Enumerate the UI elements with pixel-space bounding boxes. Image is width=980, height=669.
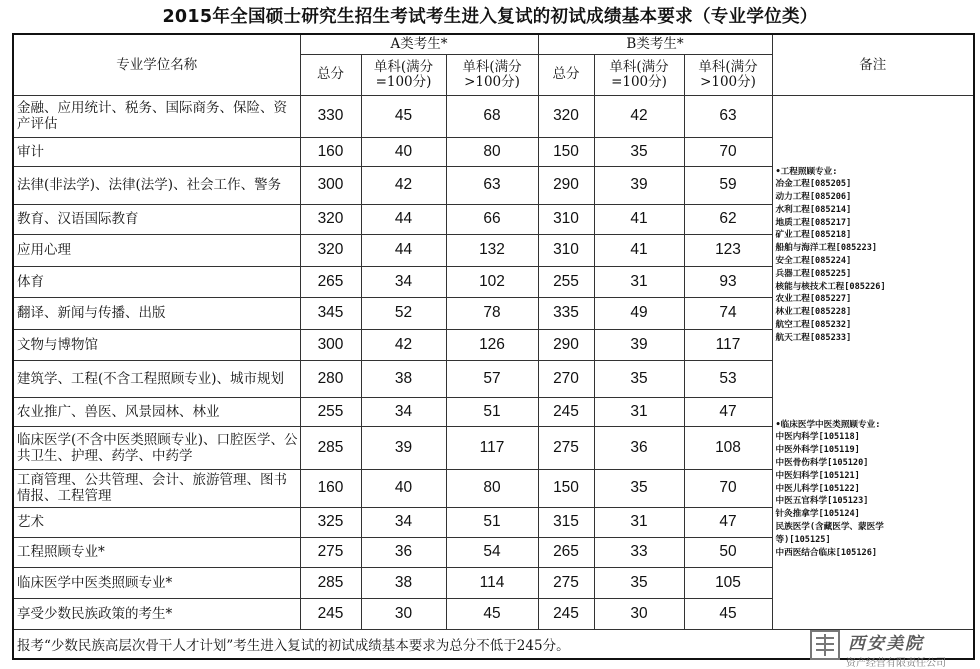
notes-item: 地质工程[085217]	[775, 217, 852, 228]
a-single-gt100-cell: 117	[446, 426, 538, 469]
major-name-cell: 审计	[13, 137, 300, 166]
a-total-cell: 285	[300, 426, 361, 469]
score-table	[12, 33, 975, 660]
a-single-100-cell: 30	[361, 598, 446, 629]
notes-item: 农业工程[085227]	[775, 294, 852, 305]
notes-engineering-group	[776, 166, 974, 345]
notes-item: 矿业工程[085218]	[775, 230, 852, 241]
b-single-gt100-cell: 123	[684, 234, 772, 266]
b-single-gt100-cell: 63	[684, 95, 772, 137]
a-single-100-cell: 34	[361, 266, 446, 297]
a-single-100-cell: 45	[361, 95, 446, 137]
major-name-cell: 临床医学中医类照顾专业*	[13, 567, 300, 598]
watermark-name: 西安美院	[848, 634, 924, 654]
b-total-cell: 255	[538, 266, 594, 297]
b-total-cell: 275	[538, 567, 594, 598]
b-total-cell: 265	[538, 537, 594, 567]
a-single-100-cell: 42	[361, 329, 446, 360]
b-single-gt100-cell: 70	[684, 137, 772, 166]
b-single-100-cell: 41	[594, 204, 684, 234]
a-single-gt100-cell: 63	[446, 166, 538, 204]
a-single-gt100-cell: 57	[446, 360, 538, 397]
b-total-cell: 150	[538, 137, 594, 166]
a-total-cell: 275	[300, 537, 361, 567]
page-title: 2015年全国硕士研究生招生考试考生进入复试的初试成绩基本要求（专业学位类）	[162, 7, 818, 27]
b-single-100-cell: 39	[594, 166, 684, 204]
notes-item: 民族医学(含藏医学、蒙医学	[775, 522, 884, 533]
notes-item: 林业工程[085228]	[775, 307, 852, 318]
b-total-cell: 270	[538, 360, 594, 397]
notes-item: 中医妇科学[105121]	[775, 470, 860, 481]
major-name-cell: 工商管理、公共管理、会计、旅游管理、图书情报、工程管理	[13, 469, 300, 507]
b-single-100-cell: 36	[594, 426, 684, 469]
b-single-100-cell: 35	[594, 567, 684, 598]
a-total-cell: 265	[300, 266, 361, 297]
notes-item: 安全工程[085224]	[775, 256, 852, 267]
b-single-gt100-cell: 70	[684, 469, 772, 507]
major-name-cell: 艺术	[13, 507, 300, 537]
a-single-100-cell: 34	[361, 397, 446, 426]
b-single-gt100-cell: 53	[684, 360, 772, 397]
watermark-logo-icon	[810, 630, 840, 660]
a-total-cell: 160	[300, 469, 361, 507]
header-major-name: 专业学位名称	[13, 34, 300, 95]
b-total-cell: 245	[538, 397, 594, 426]
major-name-cell: 文物与博物馆	[13, 329, 300, 360]
major-name-cell: 临床医学(不含中医类照顾专业)、口腔医学、公共卫生、护理、药学、中药学	[13, 426, 300, 469]
a-single-gt100-cell: 68	[446, 95, 538, 137]
major-name-cell: 享受少数民族政策的考生*	[13, 598, 300, 629]
b-total-cell: 245	[538, 598, 594, 629]
notes-item: 中医内科学[105118]	[775, 432, 860, 443]
notes-item: 中医儿科学[105122]	[775, 483, 860, 494]
major-name-cell: 体育	[13, 266, 300, 297]
b-total-cell: 290	[538, 329, 594, 360]
a-total-cell: 300	[300, 166, 361, 204]
a-single-gt100-cell: 132	[446, 234, 538, 266]
b-single-100-cell: 49	[594, 297, 684, 329]
a-single-100-cell: 34	[361, 507, 446, 537]
b-single-gt100-cell: 47	[684, 507, 772, 537]
a-single-gt100-cell: 45	[446, 598, 538, 629]
b-total-cell: 335	[538, 297, 594, 329]
a-single-100-cell: 52	[361, 297, 446, 329]
b-single-gt100-cell: 59	[684, 166, 772, 204]
b-total-cell: 150	[538, 469, 594, 507]
b-single-100-cell: 31	[594, 507, 684, 537]
header-group-b: B类考生*	[538, 34, 772, 54]
a-single-100-cell: 44	[361, 234, 446, 266]
a-single-gt100-cell: 54	[446, 537, 538, 567]
notes-item: 船舶与海洋工程[085223]	[775, 243, 878, 254]
a-single-gt100-cell: 126	[446, 329, 538, 360]
a-single-gt100-cell: 114	[446, 567, 538, 598]
b-total-cell: 320	[538, 95, 594, 137]
a-total-cell: 160	[300, 137, 361, 166]
a-single-100-cell: 40	[361, 469, 446, 507]
header-b-total: 总分	[538, 54, 594, 95]
a-total-cell: 320	[300, 204, 361, 234]
footer-note: 报考“少数民族高层次骨干人才计划”考生进入复试的初试成绩基本要求为总分不低于245分。	[13, 629, 974, 659]
major-name-cell: 翻译、新闻与传播、出版	[13, 297, 300, 329]
a-total-cell: 320	[300, 234, 361, 266]
header-group-a: A类考生*	[300, 34, 538, 54]
notes-item: 等)[105125]	[775, 534, 831, 545]
notes-item: 核能与核技术工程[085226]	[775, 281, 886, 292]
b-single-100-cell: 35	[594, 360, 684, 397]
b-single-gt100-cell: 93	[684, 266, 772, 297]
notes-item: 冶金工程[085205]	[775, 179, 852, 190]
b-single-100-cell: 35	[594, 469, 684, 507]
a-single-gt100-cell: 51	[446, 507, 538, 537]
b-total-cell: 275	[538, 426, 594, 469]
a-single-gt100-cell: 80	[446, 469, 538, 507]
a-total-cell: 255	[300, 397, 361, 426]
notes-item: 中医五官科学[105123]	[775, 496, 869, 507]
major-name-cell: 工程照顾专业*	[13, 537, 300, 567]
b-single-gt100-cell: 117	[684, 329, 772, 360]
b-single-100-cell: 39	[594, 329, 684, 360]
b-single-gt100-cell: 74	[684, 297, 772, 329]
b-total-cell: 310	[538, 234, 594, 266]
table-row	[13, 95, 974, 137]
b-single-100-cell: 31	[594, 266, 684, 297]
watermark	[806, 628, 978, 668]
notes-engineering-title: •工程照顾专业:	[775, 166, 838, 177]
b-single-100-cell: 33	[594, 537, 684, 567]
header-a-single-gt100: 单科(满分>100分)	[446, 54, 538, 95]
b-single-100-cell: 42	[594, 95, 684, 137]
header-notes: 备注	[772, 34, 974, 95]
b-total-cell: 310	[538, 204, 594, 234]
notes-item: 中西医结合临床[105126]	[775, 547, 878, 558]
major-name-cell: 建筑学、工程(不含工程照顾专业)、城市规划	[13, 360, 300, 397]
a-total-cell: 285	[300, 567, 361, 598]
b-single-100-cell: 35	[594, 137, 684, 166]
b-single-gt100-cell: 45	[684, 598, 772, 629]
b-single-100-cell: 31	[594, 397, 684, 426]
notes-item: 航天工程[085233]	[775, 332, 852, 343]
header-a-total: 总分	[300, 54, 361, 95]
header-b-single-gt100: 单科(满分>100分)	[684, 54, 772, 95]
a-single-100-cell: 38	[361, 360, 446, 397]
a-single-100-cell: 39	[361, 426, 446, 469]
b-single-100-cell: 41	[594, 234, 684, 266]
b-single-gt100-cell: 62	[684, 204, 772, 234]
a-single-100-cell: 36	[361, 537, 446, 567]
major-name-cell: 应用心理	[13, 234, 300, 266]
a-single-gt100-cell: 80	[446, 137, 538, 166]
major-name-cell: 农业推广、兽医、风景园林、林业	[13, 397, 300, 426]
watermark-sub: 资产经营有限责任公司	[846, 658, 946, 669]
a-single-100-cell: 44	[361, 204, 446, 234]
b-single-gt100-cell: 105	[684, 567, 772, 598]
b-single-gt100-cell: 50	[684, 537, 772, 567]
notes-item: 水利工程[085214]	[775, 204, 852, 215]
a-total-cell: 245	[300, 598, 361, 629]
a-single-100-cell: 40	[361, 137, 446, 166]
a-total-cell: 280	[300, 360, 361, 397]
b-total-cell: 290	[538, 166, 594, 204]
b-total-cell: 315	[538, 507, 594, 537]
notes-tcm-group	[776, 419, 974, 560]
b-single-gt100-cell: 47	[684, 397, 772, 426]
major-name-cell: 法律(非法学)、法律(法学)、社会工作、警务	[13, 166, 300, 204]
notes-item: 兵器工程[085225]	[775, 268, 852, 279]
a-single-100-cell: 42	[361, 166, 446, 204]
a-single-100-cell: 38	[361, 567, 446, 598]
a-single-gt100-cell: 66	[446, 204, 538, 234]
b-single-100-cell: 30	[594, 598, 684, 629]
a-single-gt100-cell: 78	[446, 297, 538, 329]
notes-cell	[772, 95, 974, 629]
notes-item: 动力工程[085206]	[775, 192, 852, 203]
a-total-cell: 300	[300, 329, 361, 360]
notes-item: 航空工程[085232]	[775, 320, 852, 331]
major-name-cell: 金融、应用统计、税务、国际商务、保险、资产评估	[13, 95, 300, 137]
a-total-cell: 325	[300, 507, 361, 537]
a-single-gt100-cell: 51	[446, 397, 538, 426]
header-a-single-100: 单科(满分=100分)	[361, 54, 446, 95]
header-b-single-100: 单科(满分=100分)	[594, 54, 684, 95]
a-single-gt100-cell: 102	[446, 266, 538, 297]
notes-item: 中医骨伤科学[105120]	[775, 458, 869, 469]
notes-tcm-title: •临床医学中医类照顾专业:	[775, 419, 881, 430]
major-name-cell: 教育、汉语国际教育	[13, 204, 300, 234]
notes-item: 中医外科学[105119]	[775, 445, 860, 456]
a-total-cell: 330	[300, 95, 361, 137]
a-total-cell: 345	[300, 297, 361, 329]
b-single-gt100-cell: 108	[684, 426, 772, 469]
notes-item: 针灸推拿学[105124]	[775, 509, 860, 520]
